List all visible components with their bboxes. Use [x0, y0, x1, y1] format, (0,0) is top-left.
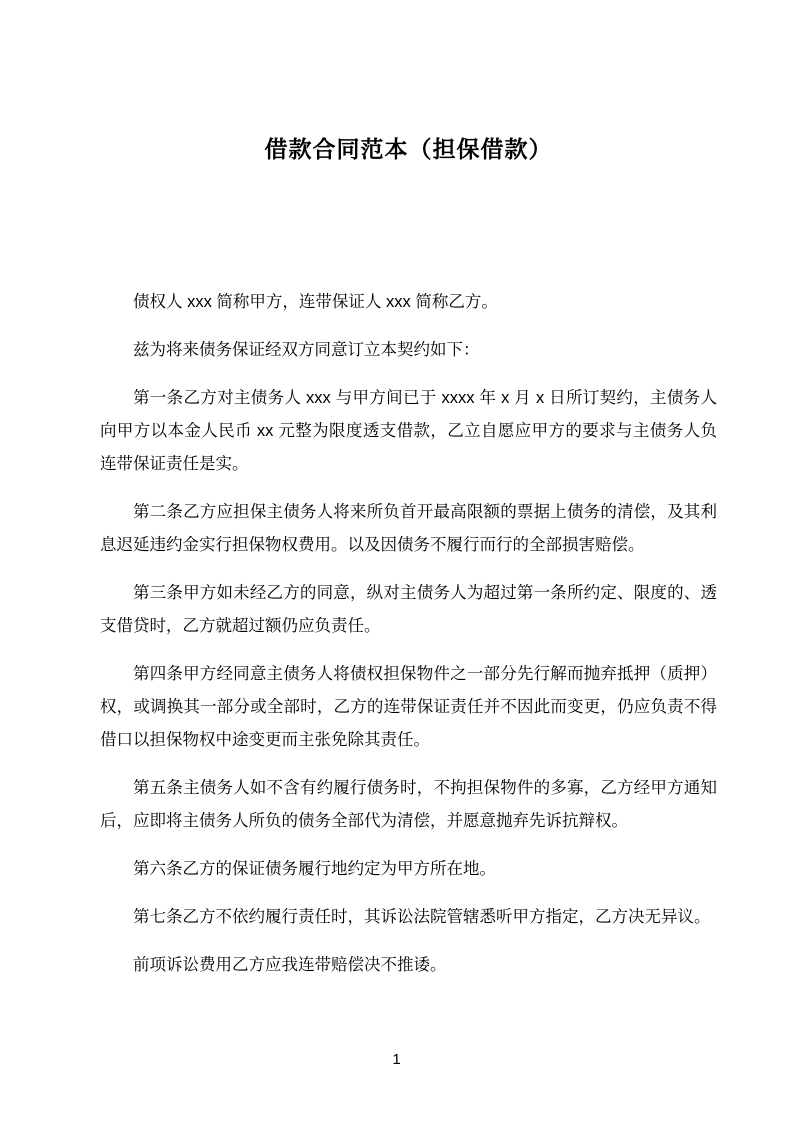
document-body	[100, 286, 717, 982]
clause-7: 第七条乙方不依约履行责任时，其诉讼法院管辖悉听甲方指定，乙方决无异议。	[133, 908, 711, 926]
clause-6: 第六条乙方的保证债务履行地约定为甲方所在地。	[133, 860, 496, 878]
paragraph-preamble: 兹为将来债务保证经双方同意订立本契约如下：	[133, 341, 480, 359]
document-title: 借款合同范本（担保借款）	[264, 136, 553, 162]
clause-1: 第一条乙方对主债务人 xxx 与甲方间已于 xxxx 年 x 月 x 日所订契约，主债务人向甲方以本金人民币 xx 元整为限度透支借款，乙立自愿应甲方的要求与主债务人负连带保证责任是实。	[100, 389, 717, 473]
paragraph-litigation-costs: 前项诉讼费用乙方应我连带赔偿决不推诿。	[133, 956, 447, 974]
clause-3: 第三条甲方如未经乙方的同意，纵对主债务人为超过第一条所约定、限度的、透支借贷时，乙方就超过额仍应负责任。	[100, 584, 717, 635]
clause-5: 第五条主债务人如不含有约履行债务时，不拘担保物件的多寡，乙方经甲方通知后，应即将主债务人所负的债务全部代为清偿，并愿意抛弃先诉抗辩权。	[100, 779, 717, 830]
page-number: 1	[392, 1051, 401, 1068]
clause-2: 第二条乙方应担保主债务人将来所负首开最高限额的票据上债务的清偿，及其利息迟延违约金实行担保物权费用。以及因债务不履行而行的全部损害赔偿。	[100, 503, 717, 554]
page-footer	[0, 1048, 793, 1072]
paragraph-parties: 债权人 xxx 简称甲方，连带保证人 xxx 简称乙方。	[133, 293, 498, 311]
clause-4: 第四条甲方经同意主债务人将债权担保物件之一部分先行解而抛弃抵押（质押）权，或调换其一部分或全部时，乙方的连带保证责任并不因此而变更，仍应负责不得借口以担保物权中途变更而主张免除其责任。	[100, 665, 717, 749]
